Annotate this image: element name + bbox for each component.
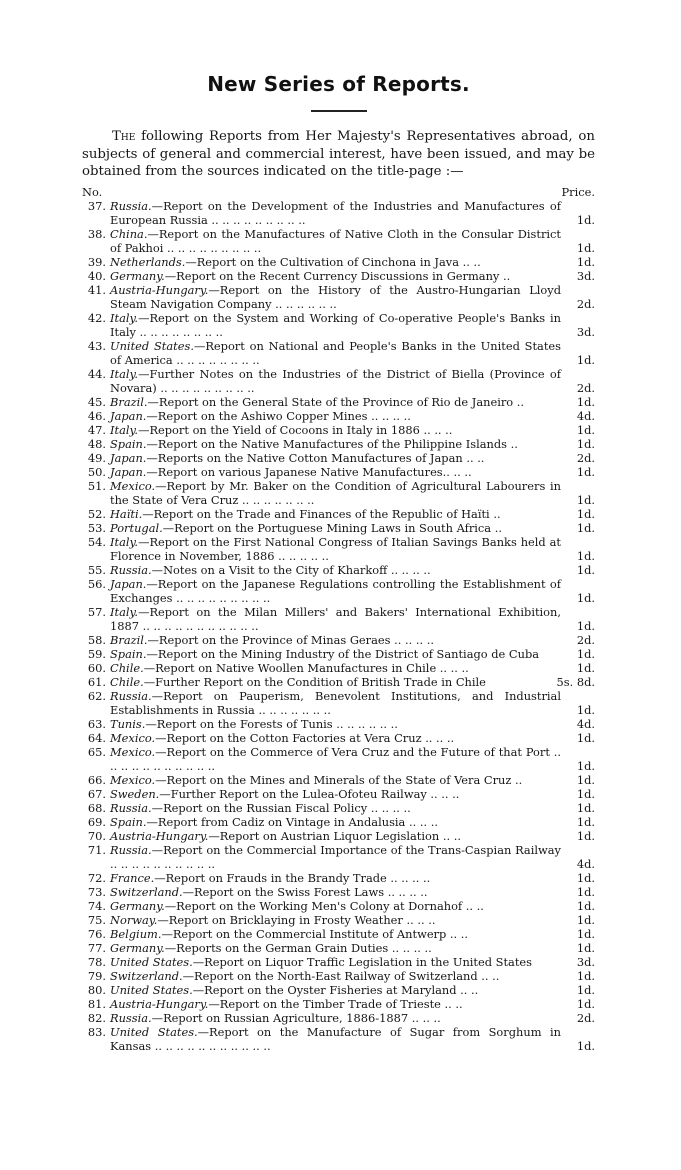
report-body <box>110 885 595 899</box>
report-entry <box>82 843 595 871</box>
report-body <box>110 997 595 1011</box>
report-country: Sweden. <box>110 786 160 801</box>
report-entry <box>82 535 595 563</box>
report-number: 48. <box>87 436 106 451</box>
report-price: 4d. <box>576 716 595 731</box>
report-price: 1d. <box>576 1038 595 1053</box>
report-entry <box>82 339 595 367</box>
report-body <box>110 899 595 913</box>
report-description: —Report on Bricklaying in Frosty Weather .. .. .. <box>157 912 436 927</box>
report-number: 73. <box>87 884 106 899</box>
report-price: 1d. <box>576 772 595 787</box>
intro-paragraph <box>82 128 595 181</box>
report-price: 4d. <box>576 856 595 871</box>
report-number: 42. <box>87 310 106 325</box>
report-price: 2d. <box>576 1010 595 1025</box>
report-country: Germany. <box>110 268 165 283</box>
report-number: 71. <box>87 842 106 857</box>
report-entry <box>82 647 595 661</box>
report-entry <box>82 451 595 465</box>
report-body <box>110 255 595 269</box>
report-entry <box>82 633 595 647</box>
report-country: Italy. <box>110 366 139 381</box>
report-description: —Report on the Russian Fiscal Policy .. .. .. .. <box>151 800 411 815</box>
report-country: Norway. <box>110 912 158 927</box>
report-body <box>110 395 595 409</box>
report-number: 70. <box>87 828 106 843</box>
report-country: United States. <box>110 982 193 997</box>
report-body <box>110 465 595 479</box>
report-number: 53. <box>87 520 106 535</box>
report-entry <box>82 605 595 633</box>
report-number: 69. <box>87 814 106 829</box>
report-country: Japan. <box>110 576 147 591</box>
number-column-header: No. <box>82 184 103 199</box>
report-price: 1d. <box>576 240 595 255</box>
report-description: —Report on the Cultivation of Cinchona in Java .. .. <box>185 254 481 269</box>
report-description: —Report on the Manufacture of Sugar from Sorghum in Kansas .. .. .. .. .. .. .. .. .. .. .. <box>110 1024 561 1053</box>
report-number: 79. <box>87 968 106 983</box>
report-price: 1d. <box>576 982 595 997</box>
report-description: —Report on the Province of Minas Geraes .. .. .. .. <box>147 632 434 647</box>
report-country: Switzerland. <box>110 968 183 983</box>
report-country: Italy. <box>110 422 139 437</box>
report-description: —Report on the First National Congress of Italian Savings Banks held at Florence in November, 1886 .. .. .. .. .. <box>110 534 561 563</box>
report-number: 39. <box>87 254 106 269</box>
report-description: —Report on Austrian Liquor Legislation .. .. <box>208 828 461 843</box>
report-country: Russia. <box>110 688 152 703</box>
report-number: 59. <box>87 646 106 661</box>
report-entry <box>82 787 595 801</box>
report-number: 60. <box>87 660 106 675</box>
report-price: 1d. <box>576 254 595 269</box>
report-price: 1d. <box>576 940 595 955</box>
report-description: —Report on various Japanese Native Manufactures.. .. .. <box>146 464 472 479</box>
report-number: 41. <box>87 282 106 297</box>
report-number: 61. <box>87 674 106 689</box>
report-entry <box>82 367 595 395</box>
report-price: 1d. <box>576 590 595 605</box>
report-entry <box>82 479 595 507</box>
report-number: 65. <box>87 744 106 759</box>
report-description: —Report on Russian Agriculture, 1886-1887 .. .. .. <box>151 1010 441 1025</box>
report-entry <box>82 983 595 997</box>
report-number: 50. <box>87 464 106 479</box>
report-number: 72. <box>87 870 106 885</box>
report-description: —Report on the Recent Currency Discussions in Germany .. <box>164 268 511 283</box>
report-body <box>110 409 595 423</box>
report-body <box>110 535 595 563</box>
report-body <box>110 745 595 773</box>
report-entry <box>82 255 595 269</box>
report-number: 54. <box>87 534 106 549</box>
report-entry <box>82 465 595 479</box>
report-price: 5s. 8d. <box>556 674 595 689</box>
report-description: —Report on Frauds in the Brandy Trade .. .. .. .. <box>154 870 431 885</box>
report-list <box>82 199 595 1053</box>
report-country: Austria-Hungary. <box>110 996 209 1011</box>
report-number: 82. <box>87 1010 106 1025</box>
report-description: —Report on Liquor Traffic Legislation in the United States <box>192 954 532 969</box>
report-country: Brazil. <box>110 394 148 409</box>
report-entry <box>82 199 595 227</box>
report-number: 56. <box>87 576 106 591</box>
report-body <box>110 451 595 465</box>
report-country: Italy. <box>110 604 139 619</box>
report-entry <box>82 969 595 983</box>
report-number: 43. <box>87 338 106 353</box>
report-price: 1d. <box>576 618 595 633</box>
intro-text: following Reports from Her Majesty's Representatives abroad, on subjects of general and commercial interest, have been issued, and may be obtained from the sources indicated on the title-page :— <box>82 129 595 179</box>
report-body <box>110 563 595 577</box>
report-description: —Report on the Mines and Minerals of the State of Vera Cruz .. <box>155 772 523 787</box>
report-country: Portugal. <box>110 520 163 535</box>
report-country: Italy. <box>110 534 139 549</box>
report-number: 75. <box>87 912 106 927</box>
report-number: 63. <box>87 716 106 731</box>
report-description: —Report on the System and Working of Co-operative People's Banks in Italy .. .. .. .. .. .. .. .. <box>110 310 561 339</box>
report-price: 2d. <box>576 380 595 395</box>
report-body <box>110 717 595 731</box>
report-country: Mexico. <box>110 744 156 759</box>
report-price: 1d. <box>576 492 595 507</box>
report-body <box>110 815 595 829</box>
report-entry <box>82 269 595 283</box>
report-number: 47. <box>87 422 106 437</box>
report-entry <box>82 815 595 829</box>
report-country: United States. <box>110 1024 198 1039</box>
report-country: Spain. <box>110 646 147 661</box>
report-price: 1d. <box>576 996 595 1011</box>
report-description: —Report on the Forests of Tunis .. .. .. .. .. .. <box>145 716 398 731</box>
report-country: Italy. <box>110 310 139 325</box>
title-rule <box>311 110 367 112</box>
report-price: 1d. <box>576 814 595 829</box>
report-number: 67. <box>87 786 106 801</box>
report-number: 68. <box>87 800 106 815</box>
report-entry <box>82 773 595 787</box>
report-price: 1d. <box>576 884 595 899</box>
report-entry <box>82 437 595 451</box>
report-number: 44. <box>87 366 106 381</box>
report-price: 1d. <box>576 758 595 773</box>
report-description: —Report on the Trade and Finances of the Republic of Haïti .. <box>142 506 501 521</box>
report-country: Russia. <box>110 198 152 213</box>
report-country: Japan. <box>110 464 147 479</box>
report-entry <box>82 227 595 255</box>
report-description: —Report on the Working Men's Colony at Dornahof .. .. <box>164 898 484 913</box>
report-body <box>110 773 595 787</box>
report-body <box>110 731 595 745</box>
report-price: 3d. <box>576 268 595 283</box>
report-description: —Report on the Portuguese Mining Laws in South Africa .. <box>162 520 502 535</box>
report-price: 1d. <box>576 828 595 843</box>
report-description: —Report on the Commercial Importance of the Trans-Caspian Railway .. .. .. .. .. .. .. .. .. .. <box>110 842 561 871</box>
report-price: 1d. <box>576 352 595 367</box>
report-price: 2d. <box>576 632 595 647</box>
report-body <box>110 787 595 801</box>
column-headers <box>82 185 595 199</box>
report-price: 1d. <box>576 436 595 451</box>
report-description: —Report on the Cotton Factories at Vera Cruz .. .. .. <box>155 730 455 745</box>
report-number: 83. <box>87 1024 106 1039</box>
report-entry <box>82 283 595 311</box>
report-price: 1d. <box>576 464 595 479</box>
report-country: United States. <box>110 338 194 353</box>
report-country: Spain. <box>110 814 147 829</box>
report-price: 1d. <box>576 870 595 885</box>
report-number: 66. <box>87 772 106 787</box>
report-price: 1d. <box>576 800 595 815</box>
report-price: 3d. <box>576 954 595 969</box>
report-description: —Report on the Japanese Regulations controlling the Establishment of Exchanges .. .. .. .. .. .. .. .. .. <box>110 576 561 605</box>
report-description: —Report on National and People's Banks in the United States of America .. .. .. .. .. .. .. .. <box>110 338 561 367</box>
report-body <box>110 479 595 507</box>
report-number: 62. <box>87 688 106 703</box>
report-number: 81. <box>87 996 106 1011</box>
report-description: —Further Notes on the Industries of the District of Biella (Province of Novara) .. .. .. .. .. .. .. .. .. <box>110 366 561 395</box>
report-body <box>110 199 595 227</box>
report-description: —Report on Pauperism, Benevolent Institutions, and Industrial Establishments in Russia .. .. .. .. .. .. .. <box>110 688 561 717</box>
report-entry <box>82 871 595 885</box>
report-description: —Report on the Native Manufactures of the Philippine Islands .. <box>146 436 518 451</box>
report-entry <box>82 829 595 843</box>
report-price: 1d. <box>576 548 595 563</box>
report-description: —Further Report on the Lulea-Ofoteu Railway .. .. .. <box>159 786 460 801</box>
report-entry <box>82 689 595 717</box>
report-number: 78. <box>87 954 106 969</box>
report-price: 1d. <box>576 730 595 745</box>
report-entry <box>82 745 595 773</box>
report-price: 4d. <box>576 408 595 423</box>
report-entry <box>82 311 595 339</box>
report-country: Russia. <box>110 1010 152 1025</box>
report-description: —Reports on the Native Cotton Manufactures of Japan .. .. <box>146 450 485 465</box>
report-country: Russia. <box>110 800 152 815</box>
report-number: 64. <box>87 730 106 745</box>
report-number: 57. <box>87 604 106 619</box>
report-entry <box>82 675 595 689</box>
report-body <box>110 507 595 521</box>
report-description: —Report on the Mining Industry of the District of Santiago de Cuba <box>146 646 540 661</box>
report-country: United States. <box>110 954 193 969</box>
report-body <box>110 661 595 675</box>
report-entry <box>82 717 595 731</box>
report-body <box>110 367 595 395</box>
report-number: 80. <box>87 982 106 997</box>
report-body <box>110 1025 595 1053</box>
report-price: 1d. <box>576 520 595 535</box>
report-description: —Report on the Development of the Industries and Manufactures of European Russia .. .. .. .. .. .. .. .. .. <box>110 198 561 227</box>
report-body <box>110 675 595 689</box>
report-body <box>110 689 595 717</box>
report-number: 40. <box>87 268 106 283</box>
report-body <box>110 1011 595 1025</box>
report-body <box>110 339 595 367</box>
report-price: 2d. <box>576 296 595 311</box>
report-description: —Report on the History of the Austro-Hungarian Lloyd Steam Navigation Company .. .. .. .. .. .. <box>110 282 561 311</box>
report-country: Mexico. <box>110 730 156 745</box>
report-number: 55. <box>87 562 106 577</box>
report-body <box>110 605 595 633</box>
report-price: 1d. <box>576 394 595 409</box>
report-description: —Report on the Oyster Fisheries at Maryland .. .. <box>192 982 479 997</box>
report-number: 51. <box>87 478 106 493</box>
report-description: —Report on the Timber Trade of Trieste .. .. <box>208 996 463 1011</box>
report-description: —Report on the General State of the Province of Rio de Janeiro .. <box>147 394 525 409</box>
report-description: —Notes on a Visit to the City of Kharkoff .. .. .. .. <box>151 562 431 577</box>
report-entry <box>82 661 595 675</box>
report-description: —Report on the Yield of Cocoons in Italy in 1886 .. .. .. <box>138 422 453 437</box>
report-country: Austria-Hungary. <box>110 282 209 297</box>
report-entry <box>82 521 595 535</box>
report-entry <box>82 507 595 521</box>
report-price: 2d. <box>576 450 595 465</box>
report-country: Haïti. <box>110 506 143 521</box>
report-body <box>110 311 595 339</box>
report-body <box>110 871 595 885</box>
report-number: 77. <box>87 940 106 955</box>
report-description: —Report on the Ashiwo Copper Mines .. .. .. .. <box>146 408 411 423</box>
report-country: Chile. <box>110 674 144 689</box>
report-price: 1d. <box>576 898 595 913</box>
report-entry <box>82 409 595 423</box>
report-price: 1d. <box>576 926 595 941</box>
report-body <box>110 829 595 843</box>
report-entry <box>82 563 595 577</box>
report-country: Germany. <box>110 898 165 913</box>
report-price: 1d. <box>576 646 595 661</box>
report-entry <box>82 731 595 745</box>
report-country: Brazil. <box>110 632 148 647</box>
report-body <box>110 437 595 451</box>
report-country: France. <box>110 870 155 885</box>
report-price: 1d. <box>576 506 595 521</box>
report-body <box>110 969 595 983</box>
report-body <box>110 927 595 941</box>
report-body <box>110 423 595 437</box>
report-price: 1d. <box>576 968 595 983</box>
report-country: Mexico. <box>110 478 156 493</box>
report-body <box>110 577 595 605</box>
price-column-header: Price. <box>561 184 595 199</box>
report-entry <box>82 899 595 913</box>
report-number: 45. <box>87 394 106 409</box>
report-number: 74. <box>87 898 106 913</box>
report-body <box>110 955 595 969</box>
report-price: 1d. <box>576 422 595 437</box>
report-price: 1d. <box>576 212 595 227</box>
report-description: —Report on the Manufactures of Native Cloth in the Consular District of Pakhoi .. .. .. .. .. .. .. .. .. <box>110 226 561 255</box>
report-price: 1d. <box>576 562 595 577</box>
report-entry <box>82 1011 595 1025</box>
report-entry <box>82 577 595 605</box>
report-entry <box>82 941 595 955</box>
report-entry <box>82 955 595 969</box>
report-entry <box>82 927 595 941</box>
report-description: —Report on the North-East Railway of Switzerland .. .. <box>182 968 500 983</box>
report-entry <box>82 885 595 899</box>
report-price: 1d. <box>576 912 595 927</box>
report-number: 38. <box>87 226 106 241</box>
report-price: 1d. <box>576 702 595 717</box>
report-country: Austria-Hungary. <box>110 828 209 843</box>
report-price: 3d. <box>576 324 595 339</box>
report-body <box>110 227 595 255</box>
report-description: —Report on the Swiss Forest Laws .. .. .. .. <box>182 884 428 899</box>
report-country: Mexico. <box>110 772 156 787</box>
report-body <box>110 801 595 815</box>
report-number: 52. <box>87 506 106 521</box>
intro-lead-word: The <box>112 129 136 144</box>
report-body <box>110 941 595 955</box>
report-description: —Report from Cadiz on Vintage in Andalusia .. .. .. <box>146 814 438 829</box>
report-country: Russia. <box>110 842 152 857</box>
report-body <box>110 983 595 997</box>
report-country: Belgium. <box>110 926 162 941</box>
report-description: —Report on Native Woollen Manufactures in Chile .. .. .. <box>143 660 469 675</box>
report-description: —Report on the Milan Millers' and Bakers' International Exhibition, 1887 .. .. .. .. .. .. .. .. .. .. .. <box>110 604 561 633</box>
report-body <box>110 633 595 647</box>
report-entry <box>82 1025 595 1053</box>
report-country: Switzerland. <box>110 884 183 899</box>
report-description: —Report by Mr. Baker on the Condition of Agricultural Labourers in the State of Vera Cruz .. .. .. .. .. .. .. <box>110 478 561 507</box>
report-country: Japan. <box>110 408 147 423</box>
report-entry <box>82 423 595 437</box>
report-body <box>110 913 595 927</box>
report-price: 1d. <box>576 660 595 675</box>
report-body <box>110 843 595 871</box>
report-number: 37. <box>87 198 106 213</box>
report-entry <box>82 997 595 1011</box>
report-number: 58. <box>87 632 106 647</box>
report-country: Spain. <box>110 436 147 451</box>
report-country: Tunis. <box>110 716 146 731</box>
report-price: 1d. <box>576 786 595 801</box>
report-entry <box>82 801 595 815</box>
report-body <box>110 647 595 661</box>
report-number: 76. <box>87 926 106 941</box>
report-country: Netherlands. <box>110 254 186 269</box>
report-entry <box>82 395 595 409</box>
report-body <box>110 283 595 311</box>
report-country: Japan. <box>110 450 147 465</box>
report-description: —Further Report on the Condition of British Trade in Chile <box>143 674 486 689</box>
report-entry <box>82 913 595 927</box>
page-title: New Series of Reports. <box>207 72 470 96</box>
report-country: Russia. <box>110 562 152 577</box>
report-description: —Report on the Commerce of Vera Cruz and the Future of that Port .. .. .. .. .. .. .. .. .. .. .. <box>110 744 561 773</box>
report-description: —Report on the Commercial Institute of Antwerp .. .. <box>161 926 469 941</box>
report-country: Chile. <box>110 660 144 675</box>
report-country: China. <box>110 226 148 241</box>
report-body <box>110 269 595 283</box>
report-number: 49. <box>87 450 106 465</box>
report-country: Germany. <box>110 940 165 955</box>
report-number: 46. <box>87 408 106 423</box>
report-body <box>110 521 595 535</box>
report-description: —Reports on the German Grain Duties .. .. .. .. <box>164 940 432 955</box>
